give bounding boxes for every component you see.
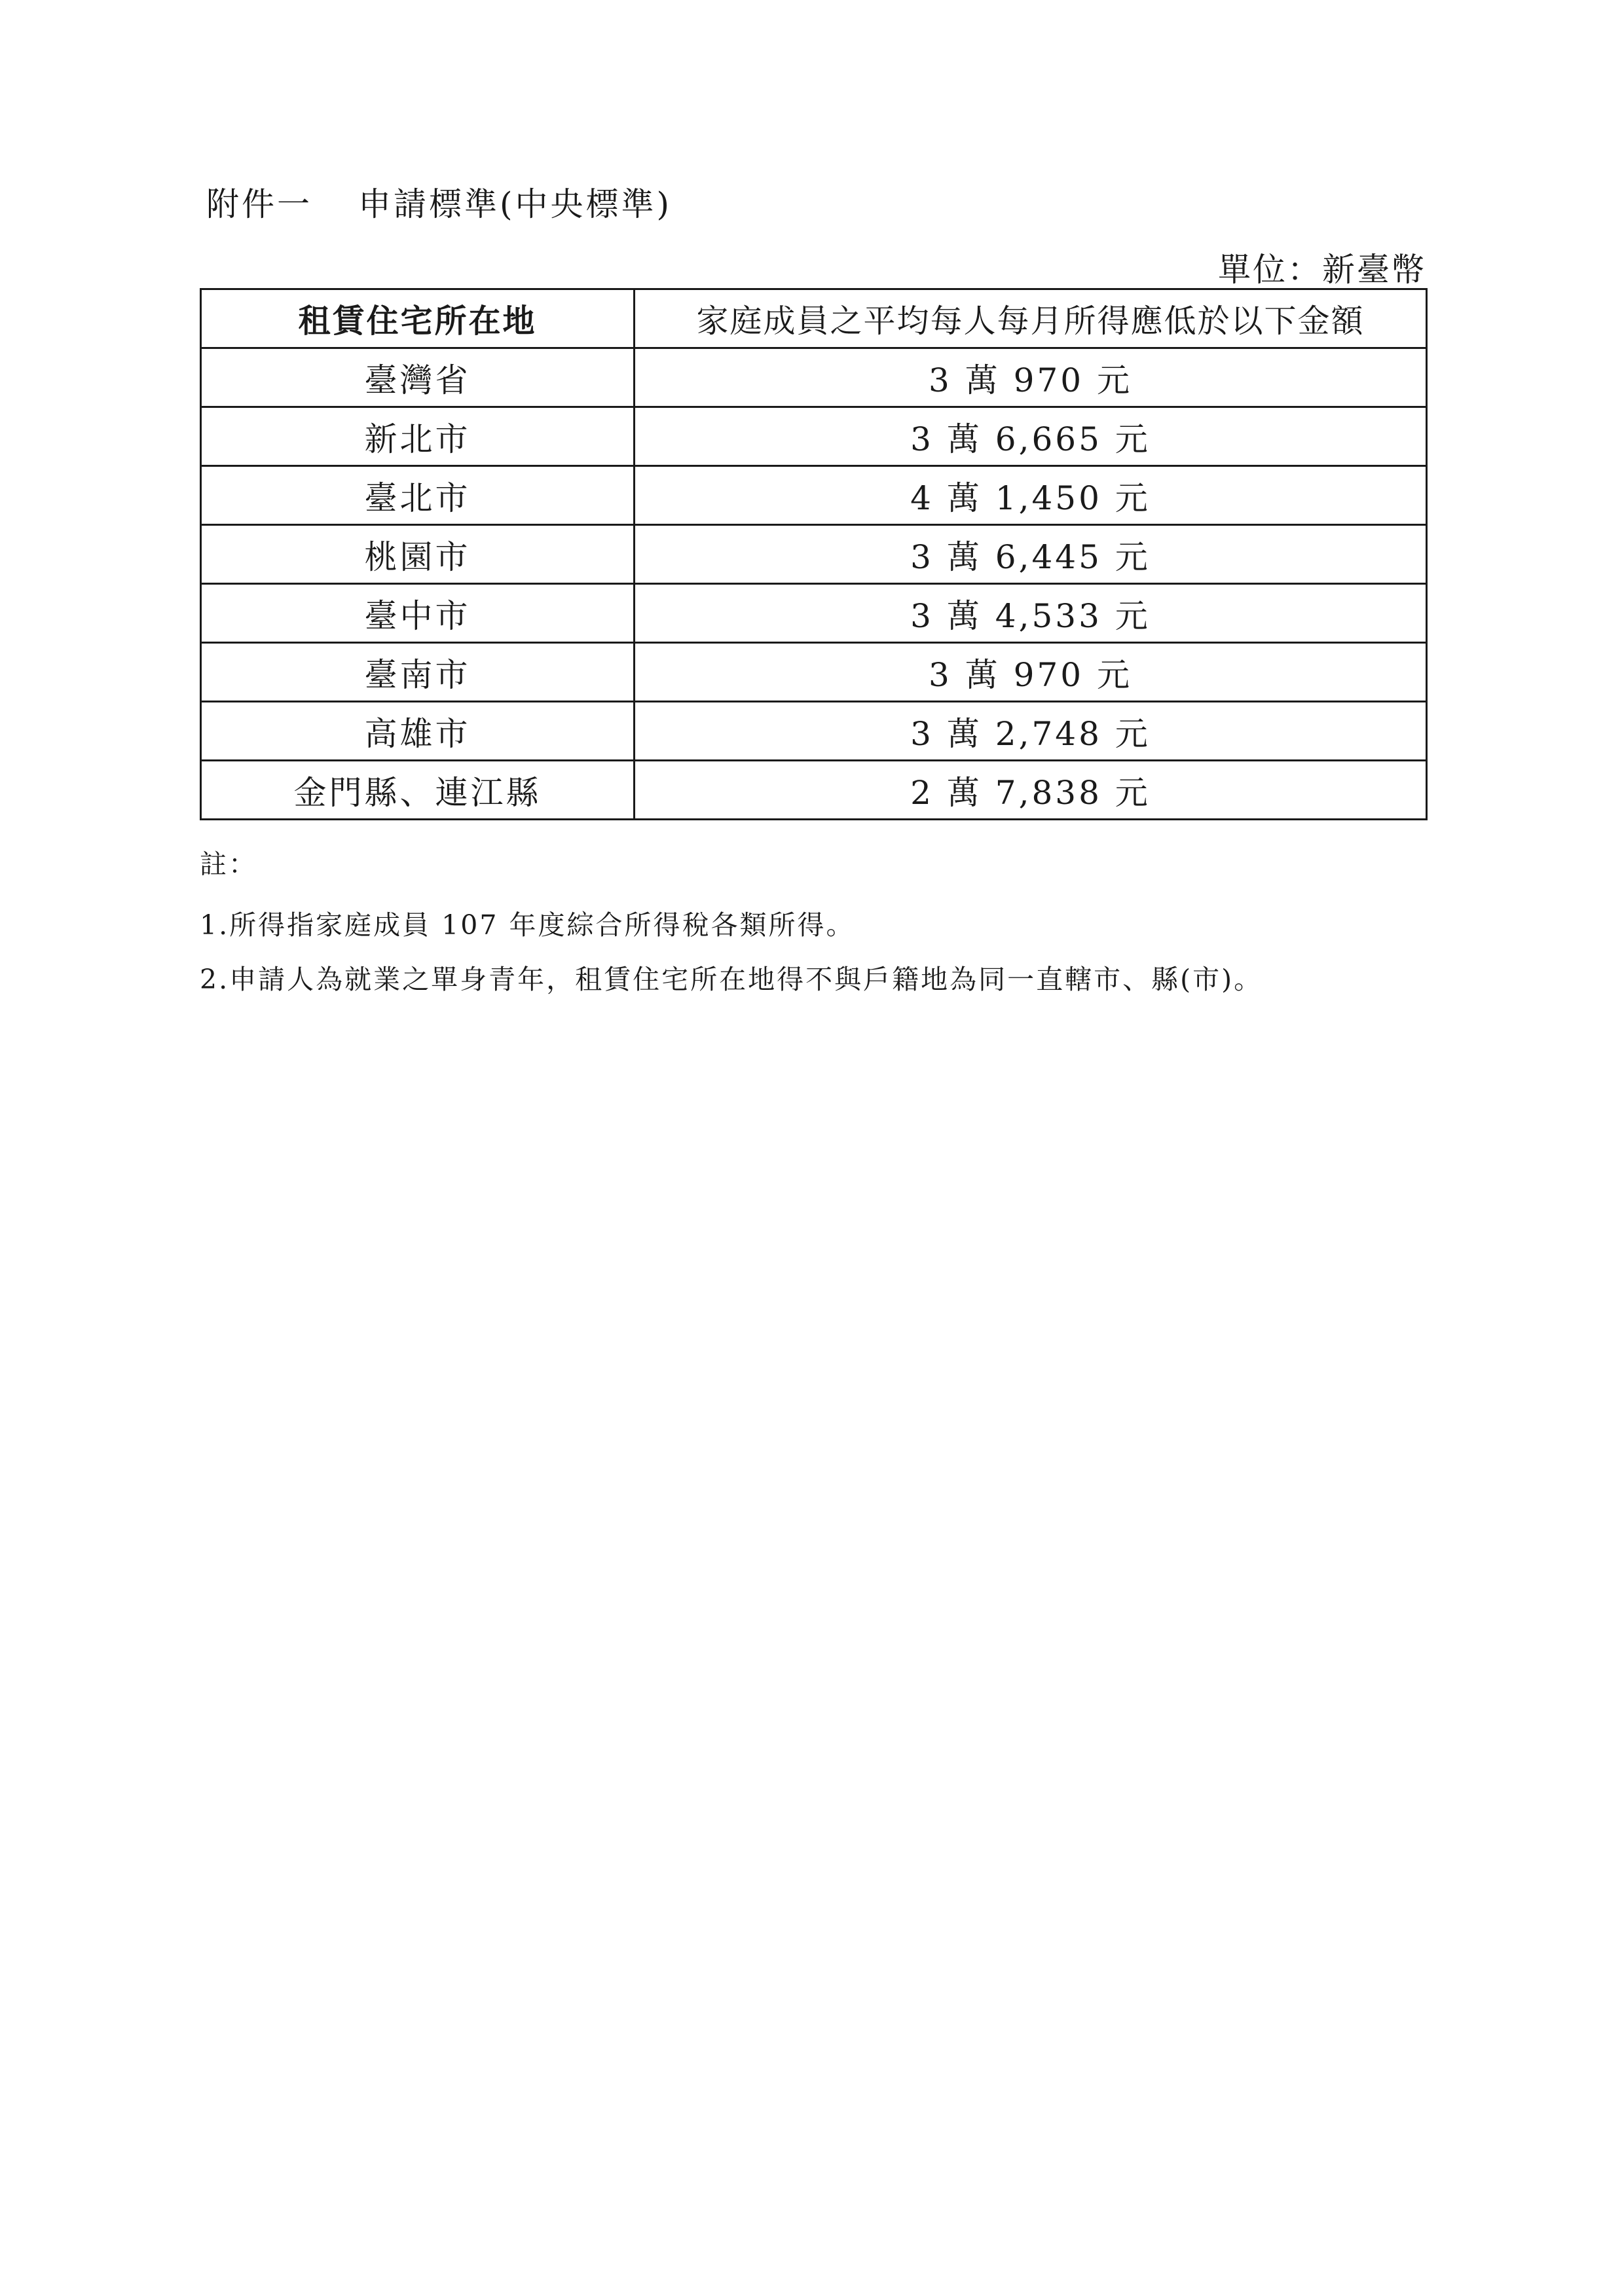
cell-amount: 3 萬 2,748 元 <box>635 702 1427 761</box>
cell-location: 桃園市 <box>201 525 635 584</box>
cell-amount: 3 萬 970 元 <box>635 348 1427 407</box>
cell-amount: 3 萬 970 元 <box>635 643 1427 702</box>
cell-location: 金門縣、連江縣 <box>201 761 635 820</box>
table-row <box>201 702 1427 761</box>
cell-location: 新北市 <box>201 407 635 466</box>
income-threshold-table <box>200 288 1428 820</box>
table-row <box>201 584 1427 643</box>
cell-location: 臺南市 <box>201 643 635 702</box>
cell-location: 臺灣省 <box>201 348 635 407</box>
table-row <box>201 348 1427 407</box>
table-row <box>201 643 1427 702</box>
cell-location: 臺中市 <box>201 584 635 643</box>
cell-amount: 4 萬 1,450 元 <box>635 466 1427 525</box>
page-title <box>206 178 672 225</box>
cell-location: 臺北市 <box>201 466 635 525</box>
title-prefix: 附件一 <box>206 185 312 223</box>
cell-amount: 2 萬 7,838 元 <box>635 761 1427 820</box>
notes-section <box>200 848 1263 1021</box>
table-row <box>201 466 1427 525</box>
table-header-row <box>201 289 1427 348</box>
notes-title: 註： <box>200 848 257 880</box>
title-main: 申請標準(中央標準) <box>358 185 673 223</box>
cell-amount: 3 萬 4,533 元 <box>635 584 1427 643</box>
cell-amount: 3 萬 6,665 元 <box>635 407 1427 466</box>
unit-label: 單位：新臺幣 <box>1218 251 1426 289</box>
note-item: 2.申請人為就業之單身青年，租賃住宅所在地得不與戶籍地為同一直轄市、縣(市)。 <box>200 964 1263 995</box>
cell-location: 高雄市 <box>201 702 635 761</box>
table-row <box>201 525 1427 584</box>
note-item: 1.所得指家庭成員 107 年度綜合所得稅各類所得。 <box>200 909 855 941</box>
table-row <box>201 407 1427 466</box>
table-row <box>201 761 1427 820</box>
header-location: 租賃住宅所在地 <box>201 289 635 348</box>
header-amount: 家庭成員之平均每人每月所得應低於以下金額 <box>635 289 1427 348</box>
cell-amount: 3 萬 6,445 元 <box>635 525 1427 584</box>
